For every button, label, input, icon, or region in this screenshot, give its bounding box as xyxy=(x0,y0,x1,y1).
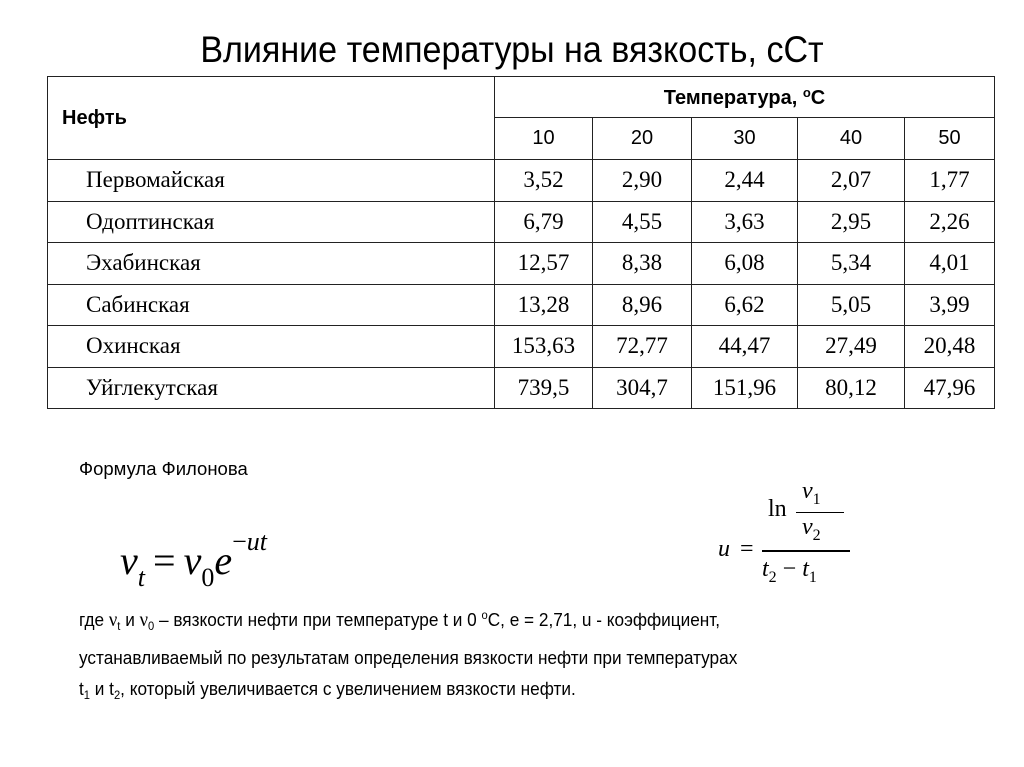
header-temp-col: 20 xyxy=(593,118,692,160)
nu-symbol: ν xyxy=(183,538,202,583)
minus-sign: − xyxy=(782,556,797,582)
table-row xyxy=(48,284,995,326)
viscosity-cell: 80,12 xyxy=(798,367,905,409)
viscosity-cell: 6,79 xyxy=(495,201,593,243)
viscosity-cell: 2,90 xyxy=(593,160,692,202)
viscosity-cell: 47,96 xyxy=(905,367,995,409)
text: , который увеличивается с увеличением вязкости нефти. xyxy=(120,678,576,699)
equals-sign: = xyxy=(740,536,754,562)
subscript-1: 1 xyxy=(808,569,817,586)
viscosity-cell: 1,77 xyxy=(905,160,995,202)
subscript-t: t xyxy=(137,563,145,592)
viscosity-cell: 3,63 xyxy=(692,201,798,243)
subscript-1: 1 xyxy=(83,688,91,702)
degree-sup: o xyxy=(802,84,811,100)
inner-fraction-line xyxy=(796,512,844,513)
nu2 xyxy=(802,514,821,545)
viscosity-cell: 153,63 xyxy=(495,326,593,368)
degree-sup: о xyxy=(481,608,488,622)
u-coefficient-formula xyxy=(716,474,856,594)
header-temperature-unit: С xyxy=(810,86,826,109)
nu-symbol: ν xyxy=(108,609,118,631)
ln-operator: ln xyxy=(768,496,787,522)
exp-base: e xyxy=(214,538,233,583)
viscosity-cell: 20,48 xyxy=(905,326,995,368)
oil-name: Охинская xyxy=(48,326,495,368)
viscosity-cell: 2,26 xyxy=(905,201,995,243)
subscript-0: 0 xyxy=(148,619,155,633)
formula-explanation xyxy=(79,600,749,711)
nu1 xyxy=(802,478,821,509)
text: и xyxy=(120,609,140,630)
table-row xyxy=(48,243,995,285)
viscosity-cell: 2,07 xyxy=(798,160,905,202)
header-temp-col: 50 xyxy=(905,118,995,160)
table-row xyxy=(48,326,995,368)
viscosity-cell: 13,28 xyxy=(495,284,593,326)
table-row xyxy=(48,160,995,202)
nu-symbol: ν xyxy=(139,609,149,631)
viscosity-cell: 5,05 xyxy=(798,284,905,326)
slide-title: Влияние температуры на вязкость, сСт xyxy=(200,29,824,70)
viscosity-table xyxy=(47,76,995,409)
viscosity-cell: 2,44 xyxy=(692,160,798,202)
text: – вязкости нефти при температуре t и 0 xyxy=(154,609,482,630)
nu-symbol: ν xyxy=(120,538,138,583)
header-temperature-label: Температура, xyxy=(663,86,803,109)
oil-name: Одоптинская xyxy=(48,201,495,243)
subscript-2: 2 xyxy=(812,527,821,544)
table-row xyxy=(48,201,995,243)
viscosity-cell: 3,99 xyxy=(905,284,995,326)
oil-name: Первомайская xyxy=(48,160,495,202)
viscosity-cell: 12,57 xyxy=(495,243,593,285)
subscript-2: 2 xyxy=(768,569,777,586)
subscript-2: 2 xyxy=(113,688,121,702)
viscosity-cell: 739,5 xyxy=(495,367,593,409)
equals-sign: = xyxy=(153,538,176,583)
header-temp-col: 30 xyxy=(692,118,798,160)
denominator xyxy=(762,556,817,587)
viscosity-cell: 4,55 xyxy=(593,201,692,243)
exponent xyxy=(232,527,267,556)
subscript-0: 0 xyxy=(201,563,215,592)
header-oil: Нефть xyxy=(48,77,495,160)
viscosity-cell: 8,96 xyxy=(593,284,692,326)
text: и t xyxy=(90,678,114,699)
text: где xyxy=(79,609,109,630)
nu-symbol: ν xyxy=(802,478,813,504)
viscosity-cell: 6,62 xyxy=(692,284,798,326)
t2-var: t xyxy=(762,556,769,582)
nu-symbol: ν xyxy=(802,514,813,540)
viscosity-cell: 5,34 xyxy=(798,243,905,285)
t1-var: t xyxy=(802,556,809,582)
viscosity-cell: 304,7 xyxy=(593,367,692,409)
subscript-t: t xyxy=(117,619,121,633)
viscosity-cell: 2,95 xyxy=(798,201,905,243)
viscosity-cell: 4,01 xyxy=(905,243,995,285)
oil-name: Эхабинская xyxy=(48,243,495,285)
subscript-1: 1 xyxy=(812,491,821,508)
u-variable: u xyxy=(718,536,730,562)
minus-sign: − xyxy=(232,527,247,556)
viscosity-cell: 6,08 xyxy=(692,243,798,285)
header-temp-col: 10 xyxy=(495,118,593,160)
viscosity-cell: 8,38 xyxy=(593,243,692,285)
header-temperature xyxy=(495,77,995,118)
text: С, е = 2,71, u - коэффициент, устанавливаемый по результатам определения вязкости нефти при температурах t xyxy=(79,609,738,699)
viscosity-cell: 151,96 xyxy=(692,367,798,409)
oil-name: Сабинская xyxy=(48,284,495,326)
header-temp-col: 40 xyxy=(798,118,905,160)
formula-caption: Формула Филонова xyxy=(79,458,248,479)
viscosity-cell: 44,47 xyxy=(692,326,798,368)
exponent-ut: ut xyxy=(246,527,267,556)
table-row xyxy=(48,367,995,409)
viscosity-cell: 72,77 xyxy=(593,326,692,368)
fraction-line xyxy=(762,550,850,552)
filonov-formula xyxy=(120,512,267,608)
viscosity-cell: 27,49 xyxy=(798,326,905,368)
oil-name: Уйглекутская xyxy=(48,367,495,409)
table-header-row-1 xyxy=(48,77,995,118)
viscosity-cell: 3,52 xyxy=(495,160,593,202)
